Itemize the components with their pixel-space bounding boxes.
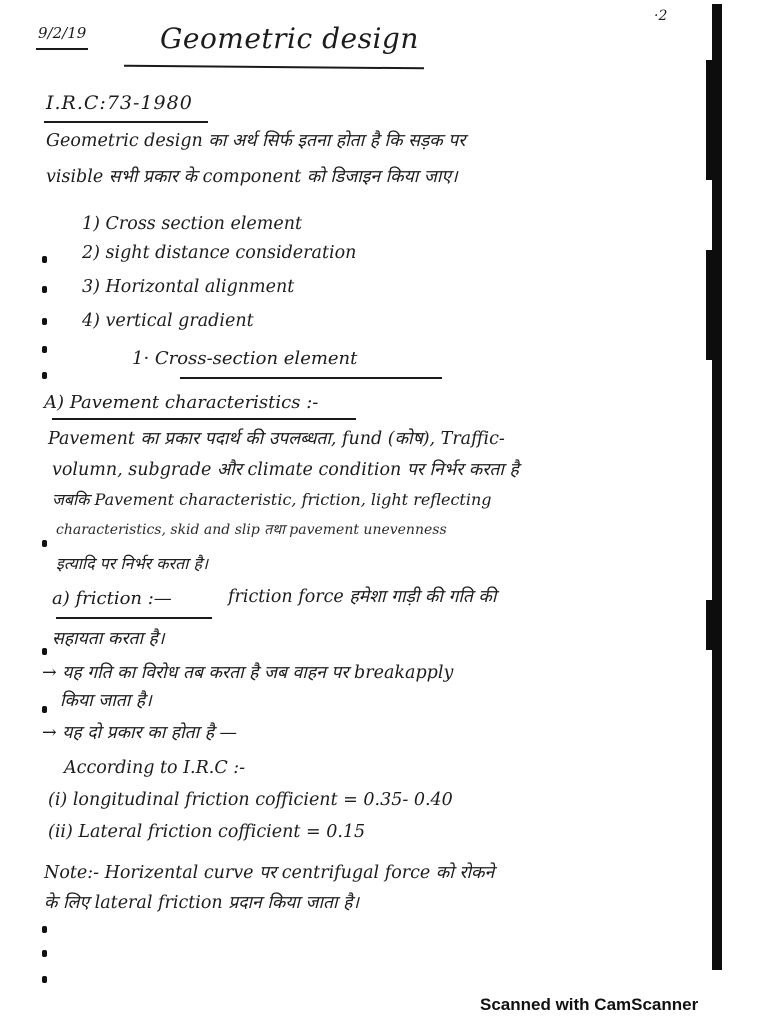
friction-line: → यह गति का विरोध तब करता है जब वाहन पर breakapply <box>42 663 454 683</box>
section-heading: 1· Cross-section element <box>132 348 358 369</box>
component-item: 2) sight distance consideration <box>82 243 357 263</box>
subsection-underline <box>52 418 356 420</box>
section-underline <box>180 377 442 379</box>
friction-line: किया जाता है। <box>60 691 152 711</box>
margin-mark <box>42 926 47 933</box>
pavement-line: volumn, subgrade और climate condition पर निर्भर करता है <box>52 460 519 480</box>
component-item: 3) Horizontal alignment <box>82 277 295 297</box>
irc-reference: I.R.C:73-1980 <box>46 92 193 114</box>
pavement-line: इत्यादि पर निर्भर करता है। <box>56 554 209 573</box>
friction-line: (ii) Lateral friction cofficient = 0.15 <box>48 822 366 842</box>
friction-line: के लिए lateral friction प्रदान किया जाता है। <box>44 893 360 913</box>
binding-notch <box>706 60 714 180</box>
friction-line: friction force हमेशा गाड़ी की गति की <box>228 587 497 607</box>
pavement-line: जबकि Pavement characteristic, friction, light reflecting <box>52 490 492 509</box>
friction-line: (i) longitudinal friction cofficient = 0.35- 0.40 <box>48 790 453 810</box>
pavement-line: Pavement का प्रकार पदार्थ की उपलब्धता, fund (कोष), Traffic- <box>48 429 505 449</box>
margin-mark <box>42 648 47 655</box>
margin-mark <box>42 706 47 713</box>
page-mark: ·2 <box>654 8 668 24</box>
binding-notch <box>706 250 714 360</box>
subsection-heading: A) Pavement characteristics :- <box>44 392 319 413</box>
margin-mark <box>42 540 47 547</box>
friction-underline <box>56 617 212 619</box>
margin-mark <box>42 318 47 325</box>
title-underline <box>124 65 424 70</box>
friction-heading: a) friction :— <box>52 588 172 609</box>
margin-mark <box>42 256 47 263</box>
component-item: 1) Cross section element <box>82 214 303 234</box>
pavement-line: characteristics, skid and slip तथा pavement unevenness <box>56 522 447 538</box>
irc-underline <box>44 121 208 123</box>
margin-mark <box>42 976 47 983</box>
friction-line: According to I.R.C :- <box>64 758 246 778</box>
binding-notch <box>706 600 714 650</box>
friction-line: सहायता करता है। <box>52 629 165 649</box>
margin-mark <box>42 372 47 379</box>
margin-mark <box>42 346 47 353</box>
intro-line: visible सभी प्रकार के component को डिजाइन किया जाए। <box>46 167 458 187</box>
margin-mark <box>42 950 47 957</box>
friction-line: Note:- Horizental curve पर centrifugal force को रोकने <box>44 863 495 883</box>
scanner-watermark: Scanned with CamScanner <box>480 995 699 1014</box>
page-date: 9/2/19 <box>38 24 87 42</box>
friction-line: → यह दो प्रकार का होता है — <box>42 723 238 743</box>
page-title: Geometric design <box>160 22 419 55</box>
component-item: 4) vertical gradient <box>82 311 254 331</box>
date-underline <box>36 48 88 50</box>
intro-line: Geometric design का अर्थ सिर्फ इतना होता है कि सड़क पर <box>46 131 466 151</box>
margin-mark <box>42 286 47 293</box>
